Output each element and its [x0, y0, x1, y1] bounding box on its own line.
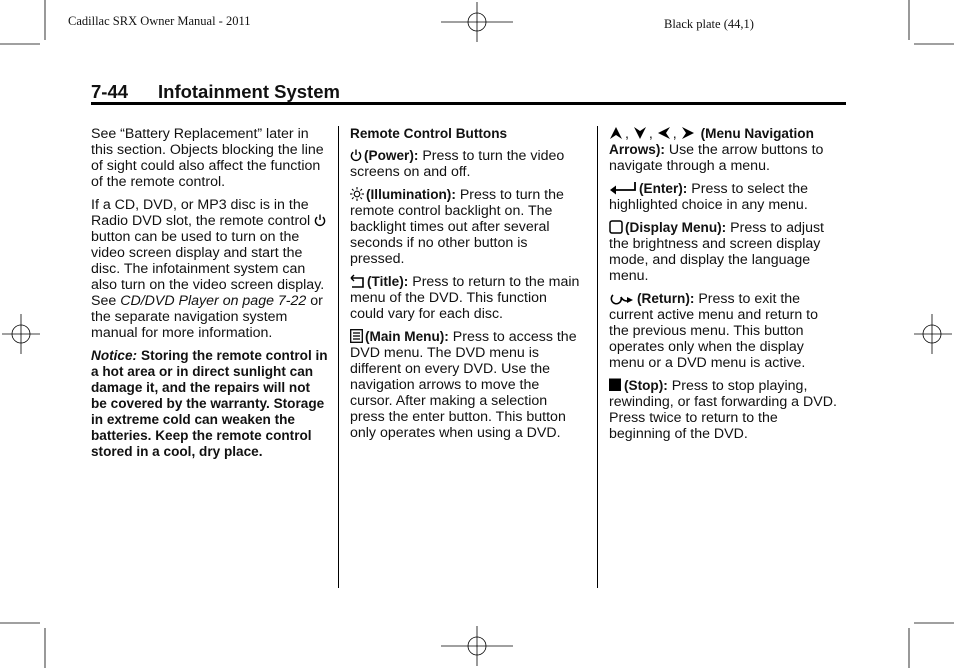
column-divider-1 — [338, 126, 339, 588]
remote-buttons-heading: Remote Control Buttons — [350, 126, 508, 141]
paragraph-disc-text-c: or the separate navigation system manual for more information. — [91, 293, 323, 341]
power-icon — [314, 214, 326, 227]
enter-icon — [609, 181, 637, 195]
paragraph-disc-text-b: button can be used to turn on the video screen display and start the disc. The infotainment system can also turn on the video screen display. See — [91, 229, 325, 309]
column-1 — [91, 126, 329, 467]
item-stop — [609, 378, 841, 442]
cd-dvd-player-link[interactable]: CD/DVD Player on page 7-22 — [120, 293, 307, 309]
title-label: (Title): — [367, 274, 409, 289]
display-menu-text: Press to adjust the brightness and screen display mode, and display the language menu. — [609, 220, 824, 284]
item-return — [609, 291, 841, 371]
illumination-text: Press to turn the remote control backlight on. The backlight times out after several seconds if no other button is pressed. — [350, 187, 564, 267]
item-display-menu — [609, 220, 841, 284]
arrow-left-icon — [657, 126, 671, 140]
sun-icon — [350, 187, 364, 201]
power-text: Press to turn the video screens on and off. — [350, 148, 565, 180]
paragraph-disc — [91, 197, 329, 341]
notice-label: Notice: — [91, 348, 138, 363]
section-title: Infotainment System — [158, 81, 340, 102]
display-square-icon — [609, 220, 623, 234]
enter-label: (Enter): — [639, 181, 688, 196]
arrow-down-icon — [633, 126, 647, 140]
arrow-up-icon — [609, 126, 623, 140]
arrows-text: Use the arrow buttons to navigate through a menu. — [609, 142, 824, 174]
main-menu-text: Press to access the DVD menu. The DVD menu is different on every DVD. Use the navigation arrows to move the cursor. After making a selection press the enter button. This button only operates when using a DVD. — [350, 329, 577, 441]
stop-text: Press to stop playing, rewinding, or fast forwarding a DVD. Press twice to return to the beginning of the DVD. — [609, 378, 837, 442]
page-number: 7-44 — [91, 81, 129, 102]
power-icon — [350, 149, 362, 162]
item-title — [350, 274, 584, 322]
main-menu-label: (Main Menu): — [365, 329, 449, 344]
paragraph-disc-text-a: If a CD, DVD, or MP3 disc is in the Radio DVD slot, the remote control — [91, 197, 311, 229]
column-2 — [350, 126, 584, 448]
return-icon — [609, 291, 635, 305]
column-divider-2 — [597, 126, 598, 588]
return-text: Press to exit the current active menu and return to the previous menu. This button operates only when the display menu or a DVD menu is active. — [609, 291, 818, 371]
manual-title: Cadillac SRX Owner Manual - 2011 — [68, 14, 251, 28]
stop-label: (Stop): — [624, 378, 668, 393]
item-power — [350, 148, 584, 180]
item-illumination — [350, 187, 584, 267]
menu-list-icon — [350, 329, 363, 343]
stop-icon — [609, 378, 622, 392]
arrow-right-icon — [681, 126, 695, 140]
arrows-label: (Menu Navigation Arrows): — [609, 126, 814, 157]
title-return-icon — [350, 274, 365, 288]
column-3 — [609, 126, 841, 449]
item-main-menu — [350, 329, 584, 441]
notice-text: Storing the remote control in a hot area or in direct sunlight can damage it, and the repairs will not be covered by the warranty. Storage in extreme cold can weaken the batteries. Keep the remote control stored in a cool, dry place. — [91, 348, 328, 459]
enter-text: Press to select the highlighted choice in any menu. — [609, 181, 809, 213]
power-label: (Power): — [364, 148, 419, 163]
return-label: (Return): — [637, 291, 695, 306]
illumination-label: (Illumination): — [366, 187, 456, 202]
item-arrows: , , , (Menu Navigation Arrows): Use the arrow buttons to navigate through a menu. — [609, 126, 824, 174]
header-rule — [91, 102, 846, 105]
title-text: Press to return to the main menu of the DVD. This function could vary for each disc. — [350, 274, 580, 322]
item-enter — [609, 181, 841, 213]
plate-label: Black plate (44,1) — [664, 17, 754, 31]
notice — [91, 348, 329, 460]
display-menu-label: (Display Menu): — [625, 220, 727, 235]
paragraph-battery: See “Battery Replacement” later in this section. Objects blocking the line of sight could also affect the function of the remote control. — [91, 126, 324, 190]
